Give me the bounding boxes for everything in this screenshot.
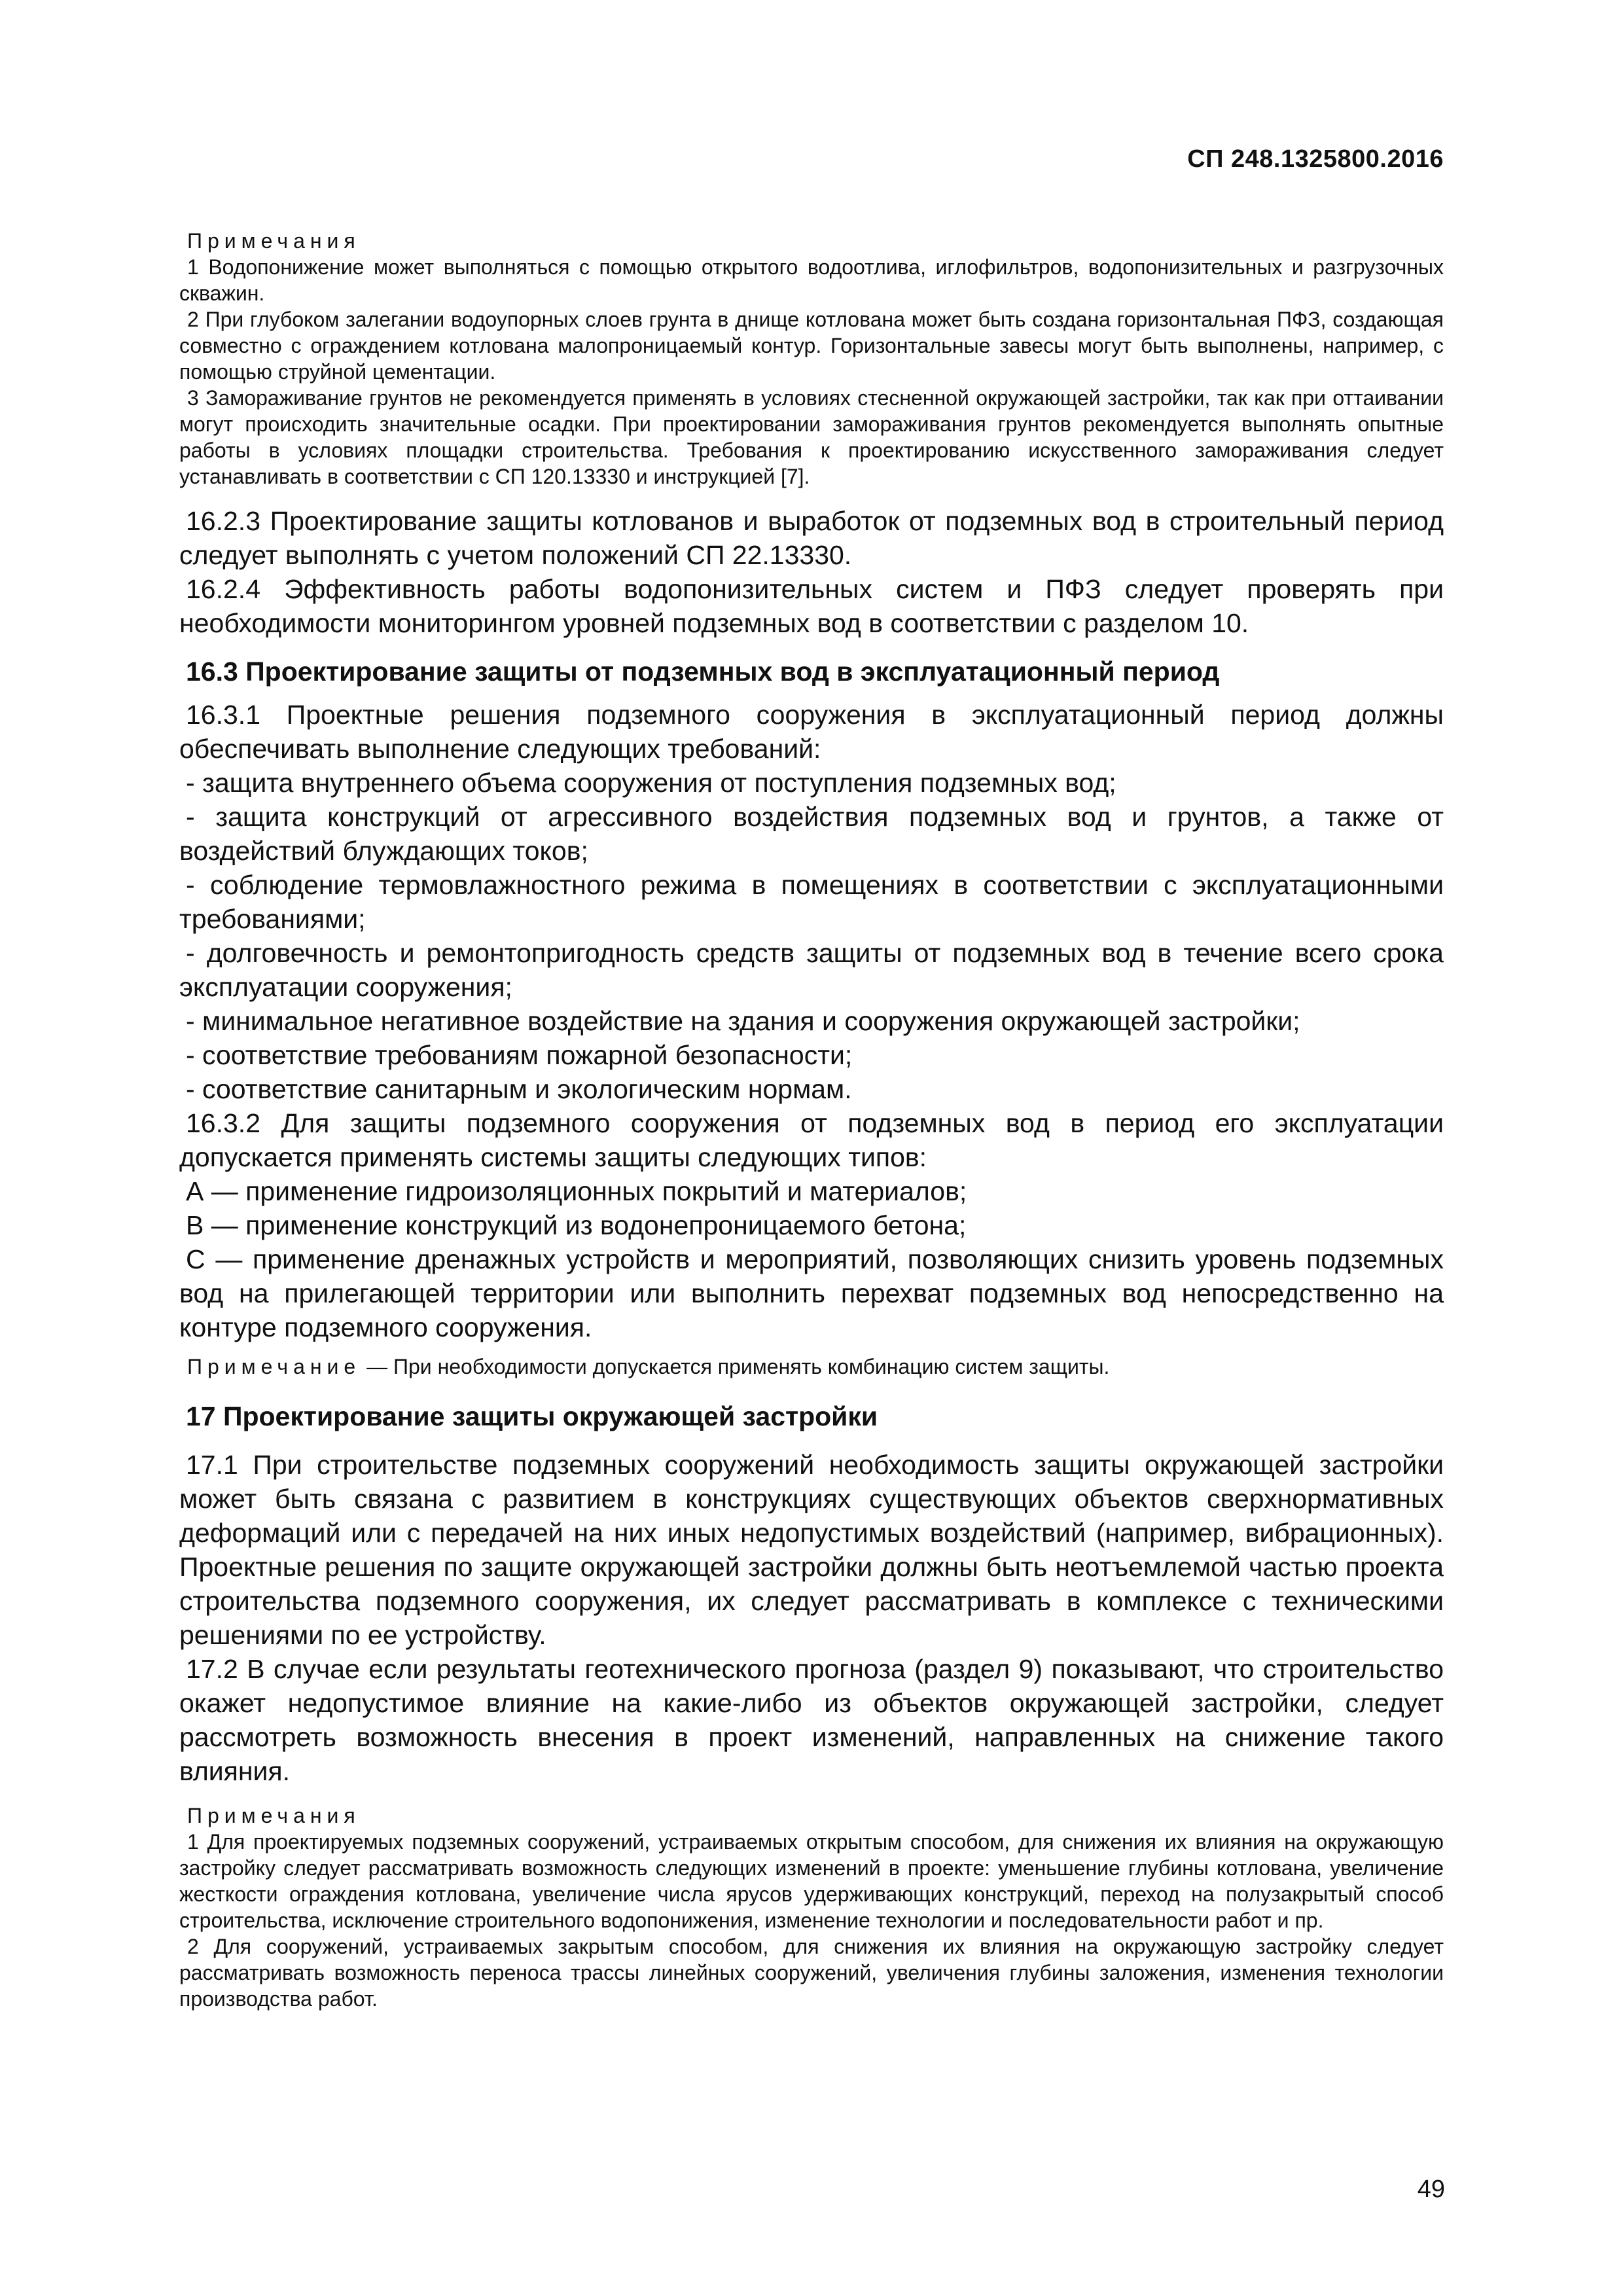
section-heading-16-3: 16.3 Проектирование защиты от подземных вод в эксплуатационный период — [186, 656, 1220, 687]
paragraph-17-2: 17.2 В случае если результаты геотехнического прогноза (раздел 9) показывают, что строительство окажет недопустимое влияние на какие-либо из объектов окружающей застройки, следует рассмотреть возможность внесения в проект изменений, направленных на снижение такого влияния. — [179, 1654, 1444, 1786]
note-item: 1 Для проектируемых подземных сооружений, устраиваемых открытым способом, для снижения их влияния на окружающую застройку следует рассматривать возможность следующих изменений в проекте: уменьшение глубины котлована, увеличение жесткости ограждения котлована, увеличение числа ярусов удерживающих конструкций, переход на полузакрытый способ строительства, исключение строительного водопонижения, изменение технологии и последовательности работ и пр. — [179, 1830, 1444, 1932]
section-heading-17: 17 Проектирование защиты окружающей застройки — [186, 1401, 878, 1431]
note-item: 2 При глубоком залегании водоупорных слоев грунта в днище котлована может быть создана горизонтальная ПФЗ, создающая совместно с ограждением котлована малопроницаемый контур. Горизонтальные завесы могут быть выполнены, например, с помощью струйной цементации. — [179, 308, 1444, 384]
requirement-item: - соответствие санитарным и экологическим нормам. — [186, 1074, 852, 1104]
notes-heading: Примечания — [187, 229, 361, 253]
notes-top — [179, 228, 1444, 490]
requirement-item: - защита конструкций от агрессивного воздействия подземных вод и грунтов, а также от воздействий блуждающих токов; — [179, 802, 1444, 866]
protection-system-item: В — применение конструкций из водонепроницаемого бетона; — [186, 1210, 967, 1240]
note-item: 2 Для сооружений, устраиваемых закрытым способом, для снижения их влияния на окружающую застройку следует рассматривать возможность переноса трассы линейных сооружений, увеличения глубины заложения, изменения технологии производства работ. — [179, 1935, 1444, 2011]
note-16-3-text — [179, 1354, 1444, 1380]
requirement-item: - защита внутреннего объема сооружения от поступления подземных вод; — [186, 768, 1116, 798]
note-label: Примечание — [187, 1355, 361, 1378]
note-item: 1 Водопонижение может выполняться с помощью открытого водоотлива, иглофильтров, водопонизительных и разгрузочных скважин. — [179, 255, 1444, 305]
requirement-item: - соблюдение термовлажностного режима в помещениях в соответствии с эксплуатационными требованиями; — [179, 870, 1444, 934]
paragraph-16-2-3: 16.2.3 Проектирование защиты котлованов и выработок от подземных вод в строительный период следует выполнять с учетом положений СП 22.13330. — [179, 506, 1444, 570]
page-number: 49 — [1417, 2176, 1445, 2203]
protection-system-item: С — применение дренажных устройств и мероприятий, позволяющих снизить уровень подземных вод на прилегающей территории или выполнить перехват подземных вод непосредственно на контуре подземного сооружения. — [179, 1244, 1444, 1342]
note-16-3 — [179, 1354, 1444, 1380]
protection-system-item: А — применение гидроизоляционных покрытий и материалов; — [186, 1176, 967, 1206]
page-content — [179, 228, 1444, 2012]
paragraph-16-3-2: 16.3.2 Для защиты подземного сооружения от подземных вод в период его эксплуатации допускается применять системы защиты следующих типов: — [179, 1108, 1444, 1172]
notes-heading: Примечания — [187, 1804, 361, 1827]
note-body: — При необходимости допускается применять комбинацию систем защиты. — [361, 1355, 1110, 1378]
requirement-item: - соответствие требованиям пожарной безопасности; — [186, 1040, 853, 1070]
paragraph-17-1: 17.1 При строительстве подземных сооружений необходимость защиты окружающей застройки может быть связана с развитием в конструкциях существующих объектов сверхнормативных деформаций или с передачей на них иных недопустимых воздействий (например, вибрационных). Проектные решения по защите окружающей застройки должны быть неотъемлемой частью проекта строительства подземного сооружения, их следует рассматривать в комплексе с техническими решениями по ее устройству. — [179, 1450, 1444, 1650]
paragraph-16-3-1: 16.3.1 Проектные решения подземного сооружения в эксплуатационный период должны обеспечивать выполнение следующих требований: — [179, 700, 1444, 764]
note-item: 3 Замораживание грунтов не рекомендуется применять в условиях стесненной окружающей застройки, так как при оттаивании могут происходить значительные осадки. При проектировании замораживания грунтов рекомендуется выполнять опытные работы в условиях площадки строительства. Требования к проектированию искусственного замораживания следует устанавливать в соответствии с СП 120.13330 и инструкцией [7]. — [179, 386, 1444, 488]
notes-17 — [179, 1803, 1444, 2012]
requirement-item: - минимальное негативное воздействие на здания и сооружения окружающей застройки; — [186, 1006, 1300, 1036]
requirement-item: - долговечность и ремонтопригодность средств защиты от подземных вод в течение всего срока эксплуатации сооружения; — [179, 938, 1444, 1002]
paragraph-16-2-4: 16.2.4 Эффективность работы водопонизительных систем и ПФЗ следует проверять при необходимости мониторингом уровней подземных вод в соответствии с разделом 10. — [179, 574, 1444, 638]
document-code: СП 248.1325800.2016 — [1187, 145, 1444, 173]
